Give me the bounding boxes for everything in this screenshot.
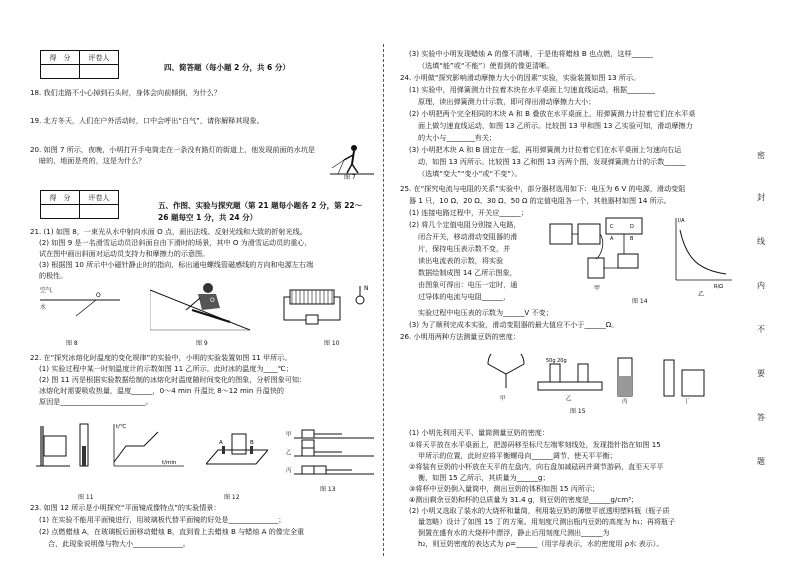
question-21-1: 21. (1) 如图 8，一束光从水中射向水面 O 点，画出法线、反射光线和大致的折射光线。 (30, 227, 307, 236)
skier-head (203, 283, 213, 293)
question-25-2h: 实验过程中电压表的示数为______V 不变； (418, 308, 553, 317)
north-label: N (364, 285, 369, 292)
figure-9 (150, 276, 250, 332)
margin-char: 内 (757, 281, 765, 290)
question-21-3: (3) 根据图 10 所示中小磁针静止时的指向，标出通电螺线管磁感线的方向和电源左右端 (39, 260, 314, 269)
score-table-1 (40, 50, 119, 79)
center-o-label: O (210, 297, 215, 304)
column-divider (383, 44, 385, 556)
section5-title-1: 五、作图、实验与探究题（第 21 题每小题各 2 分，第 22～ (158, 201, 363, 210)
candle-b-label: B (250, 440, 254, 446)
point-o-label: O (96, 292, 101, 299)
question-25-2f: 由图象可得出：电压一定时，通 (418, 280, 518, 289)
figure-15 (478, 354, 708, 404)
question-23-3: (3) 实验中小明发现蜡烛 A 的像不清晰，于是他将蜡烛 B 也点燃，这样______ (409, 49, 653, 58)
question-24-2c: 的大小与________有关； (418, 133, 497, 142)
question-26-2b: 量忽略）设计了如图 15 丁的方案。用刻度尺测出瓶内豆奶的高度为 h₁；再将瓶子 (418, 517, 676, 526)
fig14-yi: 乙 (698, 291, 705, 298)
question-26-1d: ④测出剩余豆奶和杯的总质量为 31.4 g，则豆奶的密度是______g/cm³； (409, 495, 639, 504)
question-25-2c: 片，保持电压表示数不变，并 (418, 244, 511, 253)
question-21-2b: 试在图中画出斜面对运动员支持力和摩擦力的示意图。 (39, 249, 210, 258)
grader-label: 评卷人 (80, 51, 119, 65)
figure-8 (40, 282, 120, 322)
question-25-2: (2) 将几个定值电阻分别接入电路， (409, 220, 521, 229)
question-26-1a: ①将天平放在水平桌面上，把游码移至标尺左端零刻线处，发现指针指在如图 15 (409, 440, 661, 449)
question-26-2: (2) 小明又选取了装水的大烧杯和量筒，利用装豆奶的薄壁平底透明塑料瓶（瓶子质 (409, 506, 670, 515)
margin-char: 要 (757, 369, 765, 378)
question-25b: 器 1 只，10 Ω、20 Ω、30 Ω、50 Ω 的定值电阻各一个，其他器材如图 14 所示。 (409, 196, 671, 205)
fig14-jia: 甲 (594, 285, 601, 292)
grader-label: 评卷人 (80, 191, 119, 205)
fig15-jia: 甲 (500, 396, 506, 402)
fig15-ding: 丁 (684, 399, 690, 404)
margin-char: 线 (757, 237, 765, 246)
question-22: 22. 在“探究冰熔化时温度的变化规律”的实验中，小明的实验装置如图 11 甲所示。 (30, 353, 292, 362)
question-24-3c: （选填“变大”“变小”或“不变”）。 (418, 169, 522, 178)
weights-label: 50g 20g (546, 358, 567, 364)
question-26-1: (1) 小明先利用天平、量筒测量豆奶的密度： (409, 428, 549, 437)
question-26-2c: 倒置在盛有水的大烧杯中漂浮，静止后用刻度尺测出______为 (418, 528, 610, 537)
question-23-1: (1) 在实验不能用平面镜进行，用玻璃板代替平面镜的好处是______________； (39, 515, 286, 524)
terminal-a: A (610, 236, 614, 242)
question-24-3b: 动，如图 13 丙所示。比较图 13 乙和图 13 丙两个图，发现弹簧测力计的示数______ (418, 157, 686, 166)
margin-char: 答 (757, 413, 765, 422)
score-label: 得 分 (41, 191, 80, 205)
question-25-2g: 过导体的电流与电阻______， (418, 292, 511, 301)
question-19: 19. 北方冬天，人们在户外活动时，口中会呼出“白气”，请你解释其现象。 (30, 116, 264, 125)
figure-10 (282, 282, 374, 332)
time-axis-label: t/min (162, 460, 177, 466)
question-25-2b: 闭合开关，移动滑动变阻器的滑 (418, 232, 518, 241)
question-22-2b: 冰熔化时需要吸收热量，温度______，0～4 min 升温比 8～12 min 升温快的 (39, 386, 285, 395)
question-24-2: (2) 小明把两个完全相同的木块 A 和 B 叠放在水平桌面上，用弹簧测力计拉着它们在水平桌 (409, 109, 696, 118)
margin-char: 题 (757, 457, 765, 466)
question-24-3: (3) 小明把木块 A 和 B 固定在一起，再用弹簧测力计拉着它们在水平桌面上匀速向右运 (409, 145, 682, 154)
figure-10-caption: 图 10 (324, 340, 340, 347)
question-23: 23. 如图 12 所示是小明探究“平面镜成像特点”的实验情景： (30, 503, 221, 512)
candle-a-label: A (219, 440, 223, 446)
question-23-2b: 合，此现象说明像与物大小______________。 (48, 539, 190, 548)
question-21-3b: 的极性。 (39, 271, 68, 280)
figure-7-caption: 图 7 (344, 174, 356, 181)
question-25-1: (1) 连接电路过程中，开关应______； (409, 208, 528, 217)
figure-12-caption: 图 12 (224, 494, 240, 501)
question-21-2: (2) 如图 9 是一名滑雪运动员沿斜面自由下滑时的场景，其中 O 为滑雪运动员的重心， (39, 238, 312, 247)
question-25-2d: 读出电流表的示数，将实验 (418, 256, 504, 265)
question-22-2c: 原因是________________________。 (39, 397, 153, 406)
question-23-3b: （选填“能”或“不能”）使看到的像更清晰。 (418, 61, 554, 70)
question-22-1: (1) 实验过程中某一时刻温度计的示数如图 11 乙所示，此时冰的温度为____℃； (39, 364, 293, 373)
water-label: 水 (40, 304, 47, 311)
question-24-1: (1) 实验中，用弹簧测力计拉着木块在水平桌面上匀速直线运动，根据________ (409, 85, 656, 94)
margin-char: 密 (757, 151, 765, 160)
fig13-yi: 乙 (286, 450, 292, 456)
score-table-2 (40, 190, 119, 219)
margin-char: 封 (757, 193, 765, 202)
margin-char: 不 (757, 325, 765, 334)
head-shape (351, 145, 357, 151)
question-26-1c: ③将杯中豆奶倒入量筒中，测出豆奶的体积如图 15 丙所示； (409, 484, 600, 493)
terminal-d: D (630, 224, 634, 230)
question-26-2d: h₂，则豆奶密度的表达式为 ρ=______（用字母表示，水的密度用 ρ水 表示）。 (418, 539, 664, 548)
figure-13-caption: 图 13 (320, 486, 336, 493)
question-26-1b2: 衡，如图 15 乙所示，其质量为______g； (418, 473, 550, 482)
figure-15-caption: 图 15 (570, 408, 586, 415)
score-label: 得 分 (41, 51, 80, 65)
section4-title: 四、简答题（每小题 2 分，共 6 分） (164, 63, 290, 72)
current-axis-label: I/A (678, 218, 685, 224)
section5-title-2: 26 题每空 1 分，共 24 分） (158, 213, 258, 222)
score-cell (41, 205, 80, 219)
question-26-1b: ②将装有豆奶的小杯放在天平的左盘内，向右盘加减砝码并调节游码，直至天平平 (409, 462, 664, 471)
question-25: 25. 在“探究电流与电阻的关系”实验中，部分器材选用如下：电压为 6 V 的电源，滑动变阻 (400, 184, 686, 193)
question-25-2e: 数据绘制成图 14 乙所示图象， (418, 268, 517, 277)
question-20-line2: 暗的，地面是亮的，这是为什么？ (39, 156, 146, 165)
grader-cell (80, 65, 119, 79)
fig15-yi: 乙 (566, 396, 572, 402)
figure-11 (34, 422, 194, 472)
question-23-2: (2) 点燃蜡烛 A，在玻璃板后面移动蜡烛 B，直到看上去蜡烛 B 与蜡烛 A 的像完全重 (39, 527, 305, 536)
figure-12 (206, 428, 268, 468)
figure-11-caption: 图 11 (78, 494, 94, 501)
temp-axis-label: t/℃ (116, 424, 127, 430)
question-26: 26. 小明用两种方法测量豆奶的密度： (400, 332, 520, 341)
question-22-2: (2) 图 11 丙是根据实验数据绘制的冰熔化时温度随时间变化的图象，分析图象可知： (39, 375, 307, 384)
question-20-line1: 20. 如图 7 所示，夜晚，小明打开手电筒走在一条没有路灯的街道上，他发现前面的水坑是 (30, 145, 316, 154)
question-24: 24. 小明做“探究影响滑动摩擦力大小的因素”实验，实验装置如图 13 所示。 (400, 73, 641, 82)
grader-cell (80, 205, 119, 219)
question-24-1b: 原理，读出弹簧测力计示数，即可得出滑动摩擦力大小； (418, 97, 596, 106)
question-26-1a2: 甲所示的位置，此时应将平衡螺母向______调节，使天平平衡； (418, 451, 617, 460)
resistance-axis-label: R/Ω (714, 284, 723, 290)
figure-14-caption: 图 14 (632, 298, 648, 305)
question-25-3: (3) 为了顺利完成本实验，滑动变阻器的最大值应不小于______Ω。 (409, 320, 619, 329)
fig13-bing: 丙 (286, 468, 292, 474)
figure-14 (548, 214, 734, 298)
fig15-bing: 丙 (622, 399, 628, 404)
air-label: 空气 (40, 287, 53, 294)
question-24-2b: 面上做匀速直线运动，如图 13 乙所示。比较图 13 甲和图 13 乙实验可知，滑动摩擦力 (418, 121, 693, 130)
question-18: 18. 我们走路不小心掉到石头时，身体会向前倾倒，为什么？ (30, 88, 221, 97)
score-cell (41, 65, 80, 79)
fig13-jia: 甲 (286, 432, 292, 438)
figure-13 (286, 424, 374, 482)
terminal-b: B (630, 236, 634, 242)
figure-8-caption: 图 8 (66, 340, 78, 347)
figure-9-caption: 图 9 (196, 340, 208, 347)
terminal-c: C (610, 224, 614, 230)
